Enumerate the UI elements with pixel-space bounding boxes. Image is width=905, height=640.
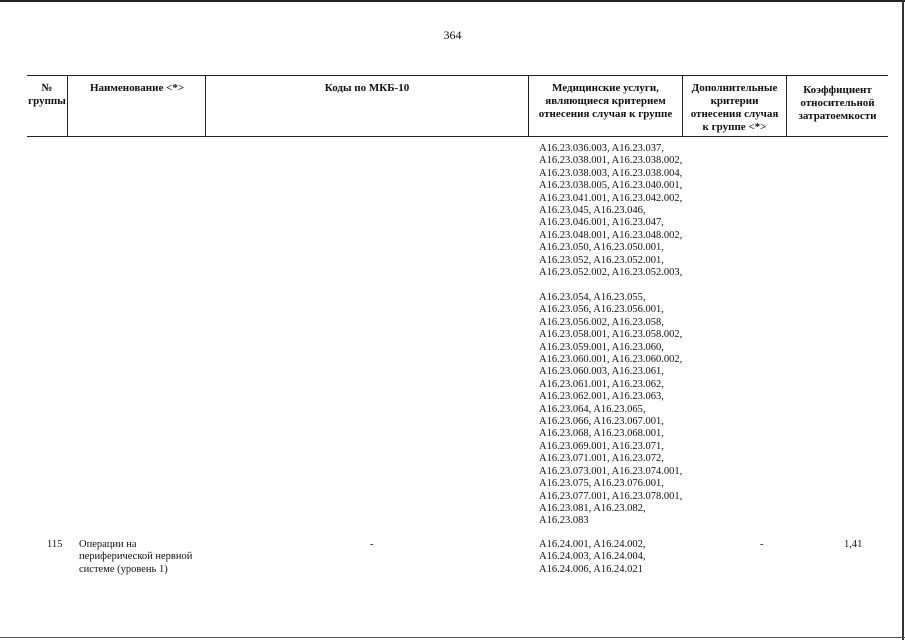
- text-line: A16.23.046.001, A16.23.047,: [539, 217, 664, 229]
- header-mkb-codes: [205, 76, 528, 136]
- text-line: A16.23.052.002, A16.23.052.003,: [539, 267, 683, 279]
- text-line: A16.23.056, A16.23.056.001,: [539, 304, 664, 316]
- header-name: [67, 76, 205, 136]
- text-line: A16.24.003, A16.24.004,: [539, 551, 646, 563]
- text-line: A16.23.041.001, A16.23.042.002,: [539, 192, 683, 204]
- row-115-services: [539, 539, 645, 576]
- text-line: A16.23.038.001, A16.23.038.002,: [539, 155, 683, 167]
- text-line: A16.24.001, A16.24.002,: [539, 539, 646, 550]
- text-line: A16.23.061.001, A16.23.062,: [539, 378, 664, 390]
- text-line: Коэффициент: [803, 84, 872, 96]
- page-number: 364: [443, 28, 462, 42]
- table-header: [27, 75, 888, 137]
- text-line: A16.23.068, A16.23.068.001,: [539, 428, 664, 440]
- row-115-group-number: 115: [47, 539, 63, 550]
- text-line: периферической нервной: [79, 551, 193, 563]
- text-line: A16.23.058.001, A16.23.058.002,: [539, 329, 683, 341]
- text-line: A16.23.062.001, A16.23.063,: [539, 391, 664, 403]
- text-line: A16.23.050, A16.23.050.001,: [539, 242, 664, 254]
- text-line: A16.23.054, A16.23.055,: [539, 292, 646, 303]
- text-line: A16.23.036.003, A16.23.037,: [539, 143, 664, 154]
- header-additional-criteria: [682, 76, 786, 136]
- text-line: A16.23.038.005, A16.23.040.001,: [539, 180, 683, 192]
- scan-right-edge: [902, 0, 904, 640]
- text-line: отнесения случая к группе: [538, 108, 673, 120]
- text-line: A16.23.060.003, A16.23.061,: [539, 366, 664, 378]
- text-line: к группе <*>: [702, 121, 767, 133]
- text-line: A16.23.060.001, A16.23.060.002,: [539, 354, 683, 366]
- row-115-coefficient: 1,41: [844, 539, 863, 550]
- row-115-additional-criteria: -: [760, 539, 764, 550]
- text-line: A16.23.081, A16.23.082,: [539, 502, 646, 514]
- row-115-mkb-codes: -: [370, 539, 374, 550]
- text-line: A16.23.038.003, A16.23.038.004,: [539, 167, 683, 179]
- text-line: A16.23.064, A16.23.065,: [539, 403, 646, 415]
- text-line: затратоемкости: [798, 110, 877, 122]
- text-line: Дополнительные: [691, 82, 778, 94]
- text-line: Наименование <*>: [90, 82, 185, 94]
- text-line: A16.23.071.001, A16.23.072,: [539, 453, 664, 465]
- text-line: A16.23.075, A16.23.076.001,: [539, 478, 664, 490]
- text-line: Медицинские услуги,: [552, 82, 659, 94]
- text-line: A16.23.073.001, A16.23.074.001,: [539, 465, 683, 477]
- text-line: A16.23.077.001, A16.23.078.001,: [539, 490, 683, 502]
- text-line: A16.23.052, A16.23.052.001,: [539, 254, 664, 266]
- text-line: критерии: [710, 95, 759, 107]
- text-line: относительной: [800, 97, 875, 109]
- text-line: группы: [28, 95, 66, 107]
- text-line: A16.23.056.002, A16.23.058,: [539, 316, 664, 328]
- header-coefficient: [786, 76, 888, 136]
- text-line: системе (уровень 1): [79, 563, 168, 575]
- text-line: Операции на: [79, 539, 137, 550]
- text-line: Коды по МКБ-10: [324, 82, 410, 94]
- scan-top-edge: [0, 0, 905, 2]
- text-line: A16.23.045, A16.23.046,: [539, 205, 646, 217]
- text-line: №: [41, 82, 53, 94]
- header-medical-services: [528, 76, 682, 136]
- text-line: A16.23.069.001, A16.23.071,: [539, 440, 664, 452]
- text-line: A16.23.066, A16.23.067.001,: [539, 416, 664, 428]
- row-115-name: [79, 539, 192, 576]
- text-line: A16.23.083: [539, 515, 589, 527]
- text-line: отнесения случая: [690, 108, 779, 120]
- services-continuation-block-2: [539, 292, 682, 528]
- text-line: являющиеся критерием: [545, 95, 666, 107]
- text-line: A16.23.059.001, A16.23.060,: [539, 341, 664, 353]
- header-group-number: [27, 76, 67, 136]
- text-line: A16.24.006, A16.24.021: [539, 563, 643, 575]
- text-line: A16.23.048.001, A16.23.048.002,: [539, 229, 683, 241]
- scan-bottom-edge: [0, 637, 905, 638]
- services-continuation-block-1: [539, 143, 682, 279]
